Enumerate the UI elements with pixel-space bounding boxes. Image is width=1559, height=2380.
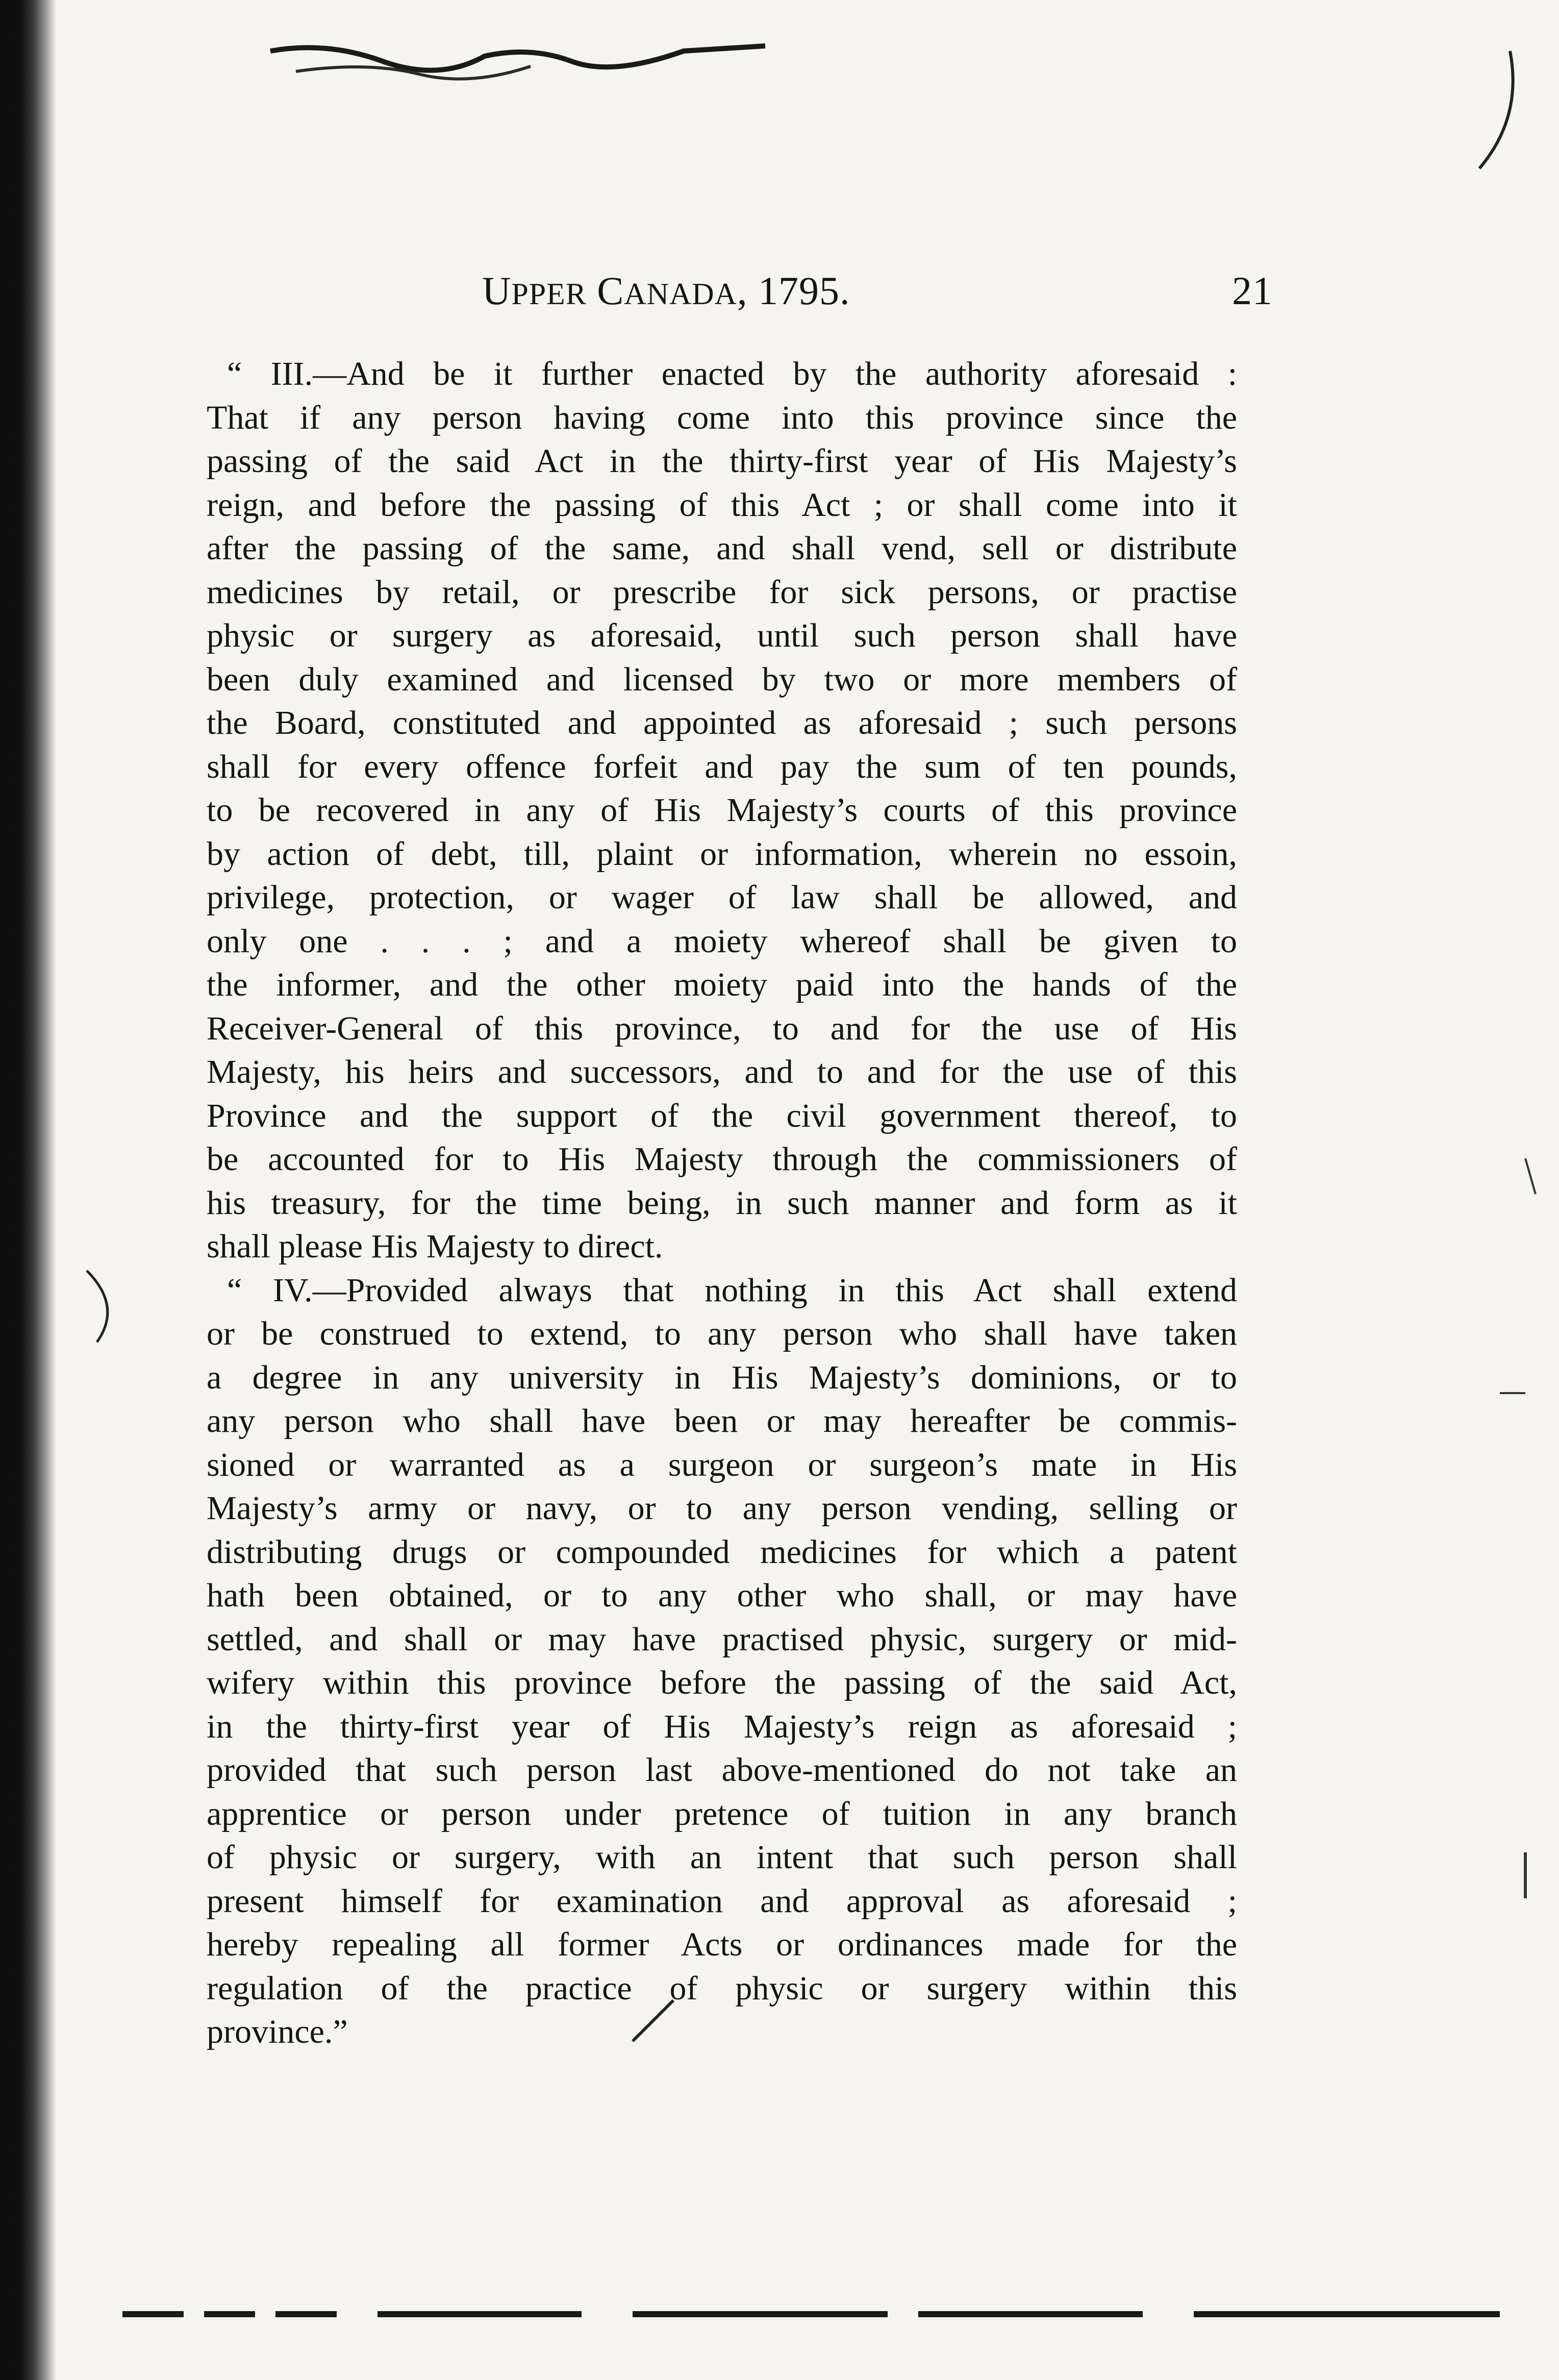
text-line: the Board, constituted and appointed as aforesaid ; such persons	[207, 704, 1237, 741]
text-line: medicines by retail, or prescribe for sick persons, or practise	[207, 573, 1237, 611]
text-line: passing of the said Act in the thirty-first year of His Majesty’s	[207, 442, 1237, 480]
text-line: in the thirty-first year of His Majesty’s reign as aforesaid ;	[207, 1707, 1237, 1745]
binding-shadow	[0, 0, 56, 2380]
text-line: any person who shall have been or may hereafter be commis-	[207, 1402, 1237, 1440]
text-line: or be construed to extend, to any person who shall have taken	[207, 1315, 1237, 1352]
text-line: reign, and before the passing of this Act ; or shall come into it	[207, 486, 1237, 524]
text-line: Majesty’s army or navy, or to any person vending, selling or	[207, 1490, 1237, 1527]
header-title-year: , 1795.	[737, 268, 850, 313]
text-line: settled, and shall or may have practised physic, surgery or mid-	[207, 1620, 1237, 1658]
page-number: 21	[1232, 268, 1273, 313]
top-ink-scrawl	[265, 31, 775, 87]
text-line: regulation of the practice of physic or surgery within this	[207, 1969, 1237, 2007]
text-line: wifery within this province before the passing of the said Act,	[207, 1664, 1237, 1701]
header-title-initial-2: C	[597, 268, 624, 313]
text-line: sioned or warranted as a surgeon or surgeon’s mate in His	[207, 1446, 1237, 1483]
text-line: a degree in any university in His Majesty’s dominions, or to	[207, 1358, 1237, 1396]
text-line: present himself for examination and approval as aforesaid ;	[207, 1882, 1237, 1920]
text-line: shall please His Majesty to direct.	[207, 1228, 663, 1265]
text-line: shall for every offence forfeit and pay the sum of ten pounds,	[207, 748, 1237, 785]
text-line: of physic or surgery, with an intent that such person shall	[207, 1839, 1237, 1876]
text-line: hereby repealing all former Acts or ordinances made for the	[207, 1926, 1237, 1963]
running-header-title	[482, 268, 850, 314]
header-title-word-2: ANADA	[624, 277, 737, 311]
text-line: That if any person having come into this province since the	[207, 399, 1237, 436]
text-line: after the passing of the same, and shall vend, sell or distribute	[207, 530, 1237, 567]
text-line: hath been obtained, or to any other who shall, or may have	[207, 1577, 1237, 1614]
bottom-ink-rule	[122, 2307, 1500, 2322]
body-text	[207, 352, 1237, 2054]
text-line: been duly examined and licensed by two or more members of	[207, 660, 1237, 698]
text-line: provided that such person last above-mentioned do not take an	[207, 1751, 1237, 1789]
text-line: physic or surgery as aforesaid, until such person shall have	[207, 617, 1237, 654]
text-line: his treasury, for the time being, in such manner and form as it	[207, 1184, 1237, 1222]
text-line: province.”	[207, 2013, 348, 2050]
text-line: apprentice or person under pretence of tuition in any branch	[207, 1795, 1237, 1832]
text-line: privilege, protection, or wager of law shall be allowed, and	[207, 879, 1237, 916]
text-line: Province and the support of the civil government thereof, to	[207, 1097, 1237, 1134]
text-line: be accounted for to His Majesty through the commissioners of	[207, 1141, 1237, 1178]
running-header	[207, 268, 1273, 324]
text-line: distributing drugs or compounded medicines for which a patent	[207, 1533, 1237, 1571]
text-line: only one . . . ; and a moiety whereof shall be given to	[207, 922, 1237, 960]
text-line: Majesty, his heirs and successors, and to and for the use of this	[207, 1053, 1237, 1090]
text-line: the informer, and the other moiety paid into the hands of the	[207, 966, 1237, 1003]
text-line: “ IV.—Provided always that nothing in this Act shall extend	[227, 1271, 1237, 1309]
header-title-initial-1: U	[482, 268, 512, 313]
text-line: Receiver-General of this province, to and for the use of His	[207, 1009, 1237, 1047]
text-line: by action of debt, till, plaint or information, wherein no essoin,	[207, 835, 1237, 873]
text-line: “ III.—And be it further enacted by the authority aforesaid :	[227, 355, 1237, 392]
header-title-word-1: PPER	[511, 277, 587, 311]
text-line: to be recovered in any of His Majesty’s courts of this province	[207, 791, 1237, 829]
